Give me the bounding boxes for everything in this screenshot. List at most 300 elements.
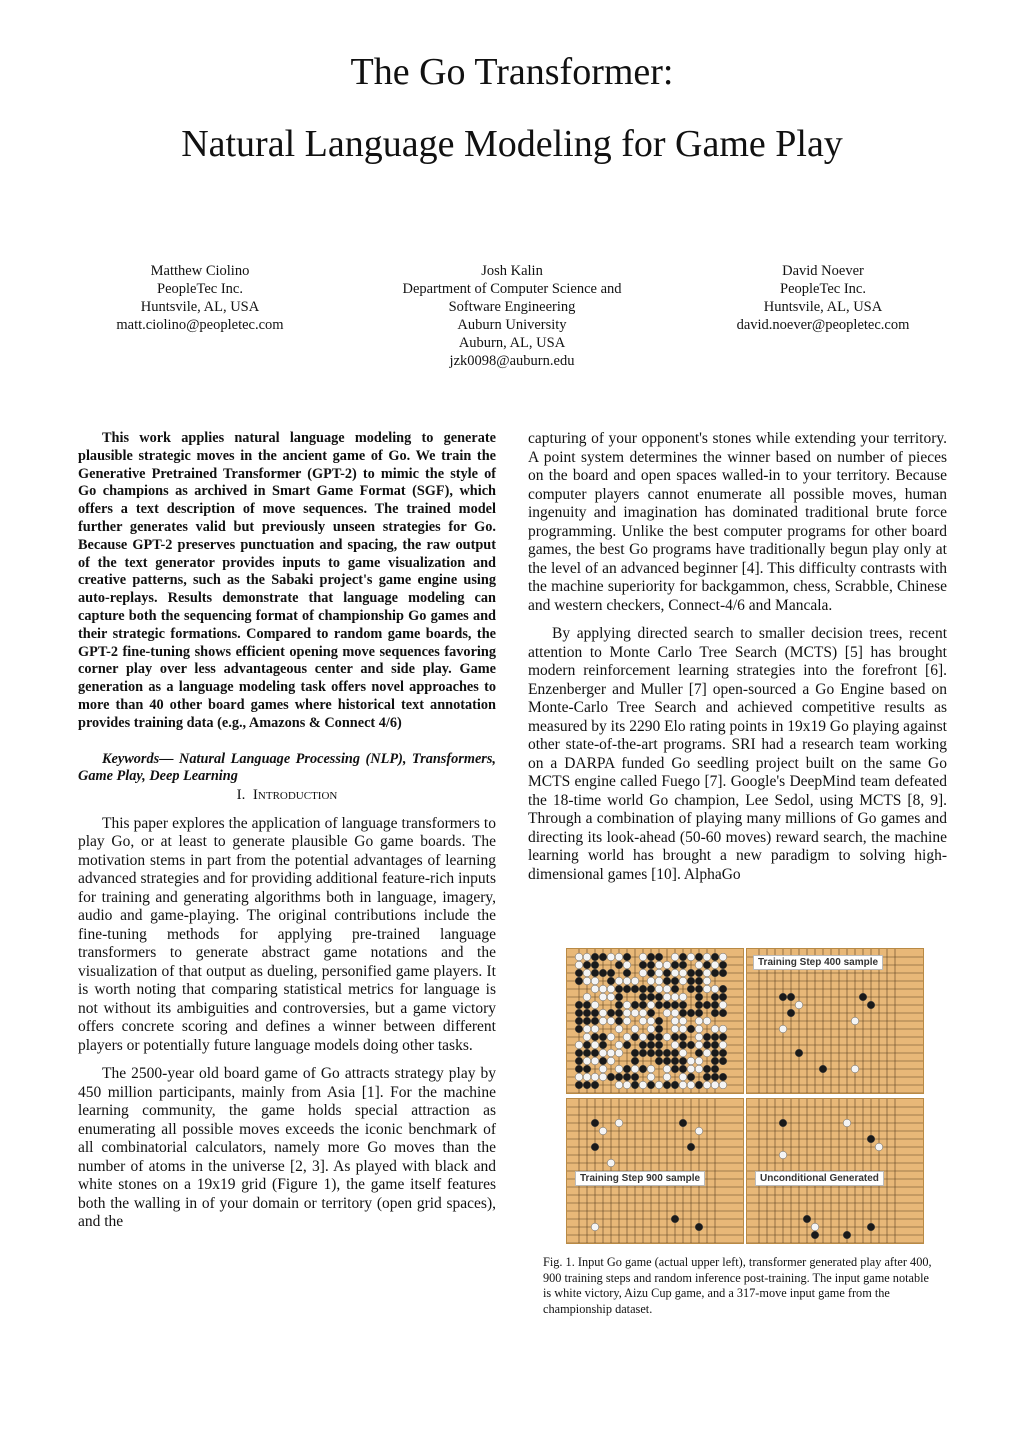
black-stone [679, 1001, 687, 1009]
author-location: Huntsvile, AL, USA [763, 299, 883, 315]
black-stone [811, 1231, 819, 1239]
white-stone [607, 1033, 615, 1041]
white-stone [663, 985, 671, 993]
black-stone [711, 1009, 719, 1017]
black-stone [607, 969, 615, 977]
white-stone [655, 961, 663, 969]
board-label-unconditional: Unconditional Generated [755, 1171, 884, 1186]
white-stone [591, 1025, 599, 1033]
white-stone [679, 1049, 687, 1057]
go-board-grid [567, 949, 743, 1093]
white-stone [719, 1081, 727, 1089]
white-stone [711, 985, 719, 993]
black-stone [607, 1073, 615, 1081]
white-stone [591, 1001, 599, 1009]
white-stone [639, 1009, 647, 1017]
black-stone [867, 1001, 875, 1009]
right-paragraph-1: capturing of your opponent's stones while extending your territory. A point system determines the winner based on number of pieces on the board and open spaces walled-in to your territory. Because computer players cannot enumerate all possible moves, human ingenuity and imagination has dominated traditional brute force programming. Unlike the best computer programs for other board games, the best Go programs have traditionally begun play only at the level of an advanced beginner [4]. This difficulty contrasts with the machine superiority for backgammon, chess, Scrabble, Chinese and western checkers, Connect-4/6 and Mancala. [528, 430, 947, 614]
black-stone [671, 1081, 679, 1089]
black-stone [663, 1057, 671, 1065]
white-stone [599, 1049, 607, 1057]
black-stone [711, 1065, 719, 1073]
black-stone [647, 993, 655, 1001]
white-stone [599, 985, 607, 993]
white-stone [575, 1073, 583, 1081]
section-title: Introduction [252, 787, 338, 804]
white-stone [671, 1041, 679, 1049]
black-stone [819, 1065, 827, 1073]
white-stone [779, 1151, 787, 1159]
black-stone [719, 1009, 727, 1017]
white-stone [703, 977, 711, 985]
white-stone [875, 1143, 883, 1151]
black-stone [671, 1049, 679, 1057]
white-stone [663, 993, 671, 1001]
black-stone [711, 993, 719, 1001]
white-stone [655, 969, 663, 977]
right-column [528, 430, 947, 894]
black-stone [623, 1073, 631, 1081]
white-stone [695, 1033, 703, 1041]
white-stone [575, 1041, 583, 1049]
black-stone [695, 953, 703, 961]
white-stone [583, 977, 591, 985]
black-stone [575, 1009, 583, 1017]
white-stone [631, 1009, 639, 1017]
black-stone [575, 1065, 583, 1073]
section-number: I. [236, 787, 246, 804]
black-stone [639, 1001, 647, 1009]
black-stone [687, 969, 695, 977]
white-stone [583, 969, 591, 977]
black-stone [639, 1049, 647, 1057]
white-stone [663, 1009, 671, 1017]
black-stone [655, 1057, 663, 1065]
black-stone [583, 1001, 591, 1009]
intro-paragraph-1: This paper explores the application of language transformers to play Go, or at least to generate plausible Go game boards. The motivation stems in part from the potential advantages of learning advanced strategies and for providing additional feature-rich inputs for training and generating algorithms both in language, imagery, audio and game-playing. The original contributions include the fine-tuning methods for applying pre-trained language transformers to generate abstract game notations and the visualization of that output as dueling, personified game players. It is worth noting that comparing statistical metrics for language is not without its ambiguities and controversies, but a game victory offers concrete scoring and defines a winner between different players or potentially future language models doing other tasks. [78, 814, 496, 1054]
white-stone [647, 1017, 655, 1025]
white-stone [615, 1041, 623, 1049]
black-stone [591, 1143, 599, 1151]
black-stone [615, 993, 623, 1001]
white-stone [639, 1033, 647, 1041]
black-stone [631, 1081, 639, 1089]
black-stone [719, 1049, 727, 1057]
white-stone [679, 1073, 687, 1081]
black-stone [687, 977, 695, 985]
white-stone [647, 1073, 655, 1081]
white-stone [663, 1073, 671, 1081]
black-stone [647, 1033, 655, 1041]
white-stone [719, 953, 727, 961]
author-department-cont: Software Engineering [448, 299, 576, 315]
black-stone [615, 961, 623, 969]
black-stone [615, 1017, 623, 1025]
white-stone [607, 1049, 615, 1057]
white-stone [623, 1017, 631, 1025]
black-stone [803, 1215, 811, 1223]
black-stone [687, 1041, 695, 1049]
black-stone [647, 1081, 655, 1089]
black-stone [583, 1017, 591, 1025]
black-stone [655, 1025, 663, 1033]
white-stone [623, 1001, 631, 1009]
black-stone [711, 1001, 719, 1009]
black-stone [779, 1119, 787, 1127]
white-stone [639, 1017, 647, 1025]
white-stone [615, 1081, 623, 1089]
black-stone [639, 1041, 647, 1049]
abstract [78, 430, 496, 733]
white-stone [599, 1073, 607, 1081]
black-stone [719, 1033, 727, 1041]
white-stone [679, 969, 687, 977]
black-stone [711, 1073, 719, 1081]
white-stone [583, 1057, 591, 1065]
black-stone [575, 1049, 583, 1057]
white-stone [719, 1041, 727, 1049]
white-stone [647, 1025, 655, 1033]
black-stone [591, 961, 599, 969]
white-stone [631, 1025, 639, 1033]
white-stone [647, 1001, 655, 1009]
white-stone [615, 977, 623, 985]
black-stone [711, 953, 719, 961]
black-stone [655, 953, 663, 961]
white-stone [843, 1119, 851, 1127]
white-stone [795, 1001, 803, 1009]
black-stone [639, 993, 647, 1001]
white-stone [679, 1017, 687, 1025]
white-stone [623, 961, 631, 969]
black-stone [687, 1009, 695, 1017]
black-stone [703, 1041, 711, 1049]
white-stone [679, 1081, 687, 1089]
black-stone [607, 977, 615, 985]
black-stone [655, 993, 663, 1001]
white-stone [703, 953, 711, 961]
white-stone [623, 1033, 631, 1041]
white-stone [647, 1065, 655, 1073]
white-stone [623, 977, 631, 985]
black-stone [615, 985, 623, 993]
black-stone [591, 953, 599, 961]
black-stone [575, 969, 583, 977]
black-stone [623, 1065, 631, 1073]
black-stone [647, 1041, 655, 1049]
black-stone [711, 1033, 719, 1041]
white-stone [599, 1127, 607, 1135]
intro-paragraph-2: The 2500-year old board game of Go attracts strategy play by 450 million participants, mainly from Asia [1]. For the machine learning community, the game holds special attraction as enumerating all possible moves exceeds the iconic benchmark of all combinatorial calculators, namely more Go moves than the number of atoms in the universe [2, 3]. As played with black and white stones on a 19x19 grid (Figure 1), the game itself features both the walling in of your domain or territory (open grid spaces), and the [78, 1065, 496, 1231]
white-stone [719, 1001, 727, 1009]
white-stone [695, 1057, 703, 1065]
black-stone [599, 1041, 607, 1049]
black-stone [779, 993, 787, 1001]
black-stone [787, 1009, 795, 1017]
white-stone [679, 993, 687, 1001]
white-stone [679, 977, 687, 985]
black-stone [679, 1119, 687, 1127]
white-stone [599, 993, 607, 1001]
black-stone [719, 1057, 727, 1065]
black-stone [583, 1065, 591, 1073]
black-stone [591, 1119, 599, 1127]
black-stone [655, 1001, 663, 1009]
black-stone [663, 1001, 671, 1009]
black-stone [679, 961, 687, 969]
black-stone [671, 961, 679, 969]
black-stone [663, 1081, 671, 1089]
white-stone [607, 993, 615, 1001]
black-stone [663, 1049, 671, 1057]
white-stone [639, 969, 647, 977]
black-stone [711, 969, 719, 977]
author-location: Auburn, AL, USA [458, 335, 566, 351]
black-stone [623, 985, 631, 993]
white-stone [671, 969, 679, 977]
white-stone [591, 1223, 599, 1231]
white-stone [695, 1065, 703, 1073]
author-block-3 [712, 262, 934, 334]
black-stone [695, 1223, 703, 1231]
white-stone [711, 1025, 719, 1033]
black-stone [679, 1033, 687, 1041]
black-stone [671, 1033, 679, 1041]
black-stone [671, 1001, 679, 1009]
author-email[interactable]: matt.ciolino@peopletec.com [116, 317, 284, 333]
black-stone [695, 985, 703, 993]
left-column [78, 430, 496, 1242]
white-stone [639, 1081, 647, 1089]
white-stone [679, 1025, 687, 1033]
black-stone [647, 1049, 655, 1057]
white-stone [695, 1025, 703, 1033]
black-stone [655, 1041, 663, 1049]
black-stone [687, 1025, 695, 1033]
white-stone [663, 1065, 671, 1073]
black-stone [703, 961, 711, 969]
black-stone [583, 1009, 591, 1017]
white-stone [671, 1009, 679, 1017]
black-stone [711, 1049, 719, 1057]
black-stone [575, 1025, 583, 1033]
black-stone [711, 1041, 719, 1049]
black-stone [695, 1081, 703, 1089]
white-stone [583, 993, 591, 1001]
board-label-step-900: Training Step 900 sample [575, 1171, 705, 1186]
white-stone [695, 1041, 703, 1049]
title-line-1: The Go Transformer: [350, 51, 674, 93]
black-stone [719, 961, 727, 969]
black-stone [575, 1057, 583, 1065]
white-stone [607, 1159, 615, 1167]
white-stone [647, 977, 655, 985]
black-stone [671, 1057, 679, 1065]
black-stone [591, 1009, 599, 1017]
black-stone [671, 1065, 679, 1073]
go-board-grid [747, 949, 923, 1093]
title-line-2: Natural Language Modeling for Game Play [181, 123, 843, 165]
white-stone [711, 961, 719, 969]
white-stone [671, 1025, 679, 1033]
author-email[interactable]: jzk0098@auburn.edu [449, 353, 575, 369]
white-stone [615, 1025, 623, 1033]
black-stone [575, 1001, 583, 1009]
black-stone [575, 1017, 583, 1025]
board-label-step-400: Training Step 400 sample [753, 955, 883, 970]
black-stone [695, 1001, 703, 1009]
white-stone [615, 1065, 623, 1073]
white-stone [663, 1033, 671, 1041]
white-stone [639, 953, 647, 961]
white-stone [663, 961, 671, 969]
black-stone [787, 993, 795, 1001]
black-stone [679, 1065, 687, 1073]
white-stone [607, 1017, 615, 1025]
black-stone [583, 1081, 591, 1089]
black-stone [647, 985, 655, 993]
go-board-step-400 [746, 948, 924, 1094]
black-stone [615, 1001, 623, 1009]
white-stone [615, 1049, 623, 1057]
author-name: Matthew Ciolino [150, 263, 250, 279]
white-stone [695, 1127, 703, 1135]
black-stone [703, 1073, 711, 1081]
black-stone [599, 1033, 607, 1041]
black-stone [703, 1065, 711, 1073]
black-stone [631, 1057, 639, 1065]
black-stone [843, 1231, 851, 1239]
black-stone [615, 1009, 623, 1017]
white-stone [655, 985, 663, 993]
black-stone [647, 961, 655, 969]
white-stone [811, 1223, 819, 1231]
black-stone [647, 969, 655, 977]
black-stone [663, 969, 671, 977]
black-stone [679, 1009, 687, 1017]
white-stone [591, 1073, 599, 1081]
white-stone [583, 953, 591, 961]
white-stone [695, 1017, 703, 1025]
black-stone [663, 977, 671, 985]
black-stone [607, 1009, 615, 1017]
white-stone [615, 953, 623, 961]
white-stone [631, 1065, 639, 1073]
abstract-text: This work applies natural language modeling to generate plausible strategic moves in the ancient game of Go. We train the Generative Pretrained Transformer (GPT-2) to mimic the style of Go champions as archived in Smart Game Format (SGF), which offers a text description of move sequences. The trained model further generates valid but previously unseen strategies for Go. Because GPT-2 preserves punctuation and spacing, the raw output of the text generator provides inputs to game visualization and creative patterns, such as the Sabaki project's game engine using auto-replays. Results demonstrate that language modeling can capture both the sequencing format of championship Go games and their strategic formations. Compared to random game boards, the GPT-2 fine-tuning shows efficient opening move sequences favoring corner play over less advantageous center and side play. Game generation as a language modeling task offers novel approaches to more than 40 other board games where historical text annotation provides training data (e.g., Amazons & Connect 4/6) [78, 430, 496, 731]
black-stone [615, 1073, 623, 1081]
white-stone [695, 961, 703, 969]
black-stone [591, 1081, 599, 1089]
author-affiliation: Auburn University [457, 317, 567, 333]
black-stone [631, 1049, 639, 1057]
black-stone [623, 969, 631, 977]
white-stone [687, 1081, 695, 1089]
black-stone [591, 1017, 599, 1025]
black-stone [631, 985, 639, 993]
white-stone [591, 1057, 599, 1065]
black-stone [703, 1001, 711, 1009]
white-stone [607, 1057, 615, 1065]
white-stone [851, 1017, 859, 1025]
author-email[interactable]: david.noever@peopletec.com [736, 317, 910, 333]
white-stone [575, 961, 583, 969]
author-department: Department of Computer Science and [402, 281, 622, 297]
white-stone [623, 1081, 631, 1089]
white-stone [711, 1081, 719, 1089]
black-stone [719, 993, 727, 1001]
black-stone [795, 1049, 803, 1057]
black-stone [719, 985, 727, 993]
author-block-1 [80, 262, 320, 334]
author-affiliation: PeopleTec Inc. [157, 281, 243, 297]
black-stone [647, 953, 655, 961]
black-stone [631, 1001, 639, 1009]
white-stone [703, 1049, 711, 1057]
black-stone [695, 977, 703, 985]
black-stone [583, 961, 591, 969]
white-stone [631, 977, 639, 985]
figure-1 [558, 946, 930, 1246]
black-stone [599, 953, 607, 961]
figure-caption: Fig. 1. Input Go game (actual upper left), transformer generated play after 400, 900 training steps and random inference post-training. The input game notable is white victory, Aizu Cup game, and a 317-move input game from the championship dataset. [543, 1255, 932, 1316]
black-stone [859, 993, 867, 1001]
go-board-step-900 [566, 1098, 744, 1244]
black-stone [631, 1073, 639, 1081]
white-stone [703, 1017, 711, 1025]
go-board-input-game [566, 948, 744, 1094]
black-stone [687, 1143, 695, 1151]
white-stone [591, 977, 599, 985]
black-stone [687, 985, 695, 993]
author-name: David Noever [782, 263, 864, 279]
black-stone [711, 1057, 719, 1065]
white-stone [583, 1025, 591, 1033]
black-stone [599, 1057, 607, 1065]
black-stone [623, 953, 631, 961]
white-stone [591, 985, 599, 993]
white-stone [607, 985, 615, 993]
right-paragraph-2: By applying directed search to smaller decision trees, recent attention to Monte Carlo Tree Search (MCTS) [5] has brought modern reinforcement learning strategies into the forefront [6]. Enzenberger and Muller [7] open-sourced a Go Engine based on Monte-Carlo Tree Search and achieved competitive results as measured by its 2290 Elo rating points in 19x19 Go playing against other state-of-the-art programs. SRI had a research team working on a DARPA funded Go seedling project built on the same Go MCTS engine called Fuego [7]. Google's DeepMind team defeated the 18-time world Go champion, Lee Sedol, using MCTS [8, 9]. Through a combination of playing many millions of Go games and directing its look-ahead (50-60 moves) reward search, the machine learning world has brought a new paradigm to solving high-dimensional games [10]. AlphaGo [528, 625, 947, 883]
black-stone [591, 1049, 599, 1057]
black-stone [631, 1033, 639, 1041]
white-stone [671, 1017, 679, 1025]
black-stone [671, 1215, 679, 1223]
black-stone [639, 985, 647, 993]
white-stone [655, 1081, 663, 1089]
black-stone [591, 969, 599, 977]
black-stone [695, 1009, 703, 1017]
white-stone [851, 1065, 859, 1073]
white-stone [671, 993, 679, 1001]
black-stone [575, 1081, 583, 1089]
black-stone [647, 1009, 655, 1017]
black-stone [583, 1049, 591, 1057]
black-stone [695, 993, 703, 1001]
author-affiliation: PeopleTec Inc. [780, 281, 866, 297]
white-stone [655, 977, 663, 985]
black-stone [687, 1073, 695, 1081]
white-stone [687, 1065, 695, 1073]
white-stone [703, 1081, 711, 1089]
white-stone [575, 953, 583, 961]
black-stone [719, 969, 727, 977]
black-stone [655, 1049, 663, 1057]
white-stone [615, 1119, 623, 1127]
black-stone [671, 977, 679, 985]
author-location: Huntsvile, AL, USA [140, 299, 260, 315]
black-stone [671, 985, 679, 993]
white-stone [719, 1025, 727, 1033]
